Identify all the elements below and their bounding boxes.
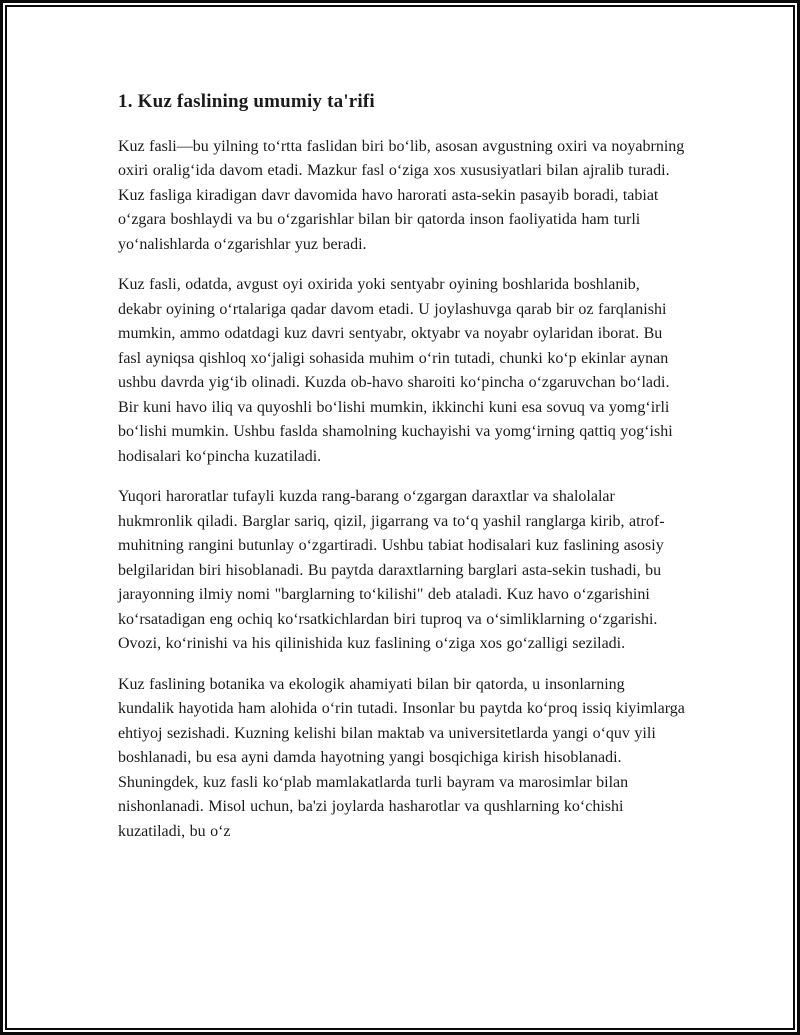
section-heading: 1. Kuz faslining umumiy ta'rifi bbox=[118, 91, 375, 112]
paragraph-3: Yuqori haroratlar tufayli kuzda rang-barang o‘zgargan daraxtlar va shalolalar hukmronlik qiladi. Barglar sariq, qizil, jigarrang va to‘q yashil ranglarga kirib, atrof-muhitning rangini butunlay o‘zgartiradi. Ushbu tabiat hodisalari kuz faslining asosiy belgilaridan biri hisoblanadi. Bu paytda daraxtlarning barglari asta-sekin tushadi, bu jarayonning ilmiy nomi "barglarning to‘kilishi" deb ataladi. Kuz havo o‘zgarishini ko‘rsatadigan eng ochiq ko‘rsatkichlardan biri tuproq va o‘simliklarning o‘zgarishi. Ovozi, ko‘rinishi va his qilinishida kuz faslining o‘ziga xos go‘zalligi seziladi. bbox=[118, 488, 665, 653]
paragraph-1: Kuz fasli—bu yilning to‘rtta faslidan biri bo‘lib, asosan avgustning oxiri va noyabrning oxiri oralig‘ida davom etadi. Mazkur fasl o‘ziga xos xususiyatlari bilan ajralib turadi. Kuz fasliga kiradigan davr davomida havo harorati asta-sekin pasayib boradi, tabiat o‘zgara boshlaydi va bu o‘zgarishlar bilan bir qatorda inson faoliyatida ham turli yo‘nalishlarda o‘zgarishlar yuz beradi. bbox=[118, 137, 685, 253]
paragraph-2: Kuz fasli, odatda, avgust oyi oxirida yoki sentyabr oyining boshlarida boshlanib, dekabr oyining o‘rtalariga qadar davom etadi. U joylashuvga qarab bir oz farqlanishi mumkin, ammo odatdagi kuz davri sentyabr, oktyabr va noyabr oylaridan iborat. Bu fasl ayniqsa qishloq xo‘jaligi sohasida muhim o‘rin tutadi, chunki ko‘p ekinlar aynan ushbu davrda yig‘ib olinadi. Kuzda ob-havo sharoiti ko‘pincha o‘zgaruvchan bo‘ladi. Bir kuni havo iliq va quyoshli bo‘lishi mumkin, ikkinchi kuni esa sovuq va yomg‘irli bo‘lishi mumkin. Ushbu faslda shamolning kuchayishi va yomg‘irning qattiq yog‘ishi hodisalari ko‘pincha kuzatiladi. bbox=[118, 276, 673, 465]
paragraph-4: Kuz faslining botanika va ekologik ahamiyati bilan bir qatorda, u insonlarning kundalik hayotida ham alohida o‘rin tutadi. Insonlar bu paytda ko‘proq issiq kiyimlarga ehtiyoj sezishadi. Kuzning kelishi bilan maktab va universitetlarda yangi o‘quv yili boshlanadi, bu esa ayni damda hayotning yangi bosqichiga kirish hisoblanadi. Shuningdek, kuz fasli ko‘plab mamlakatlarda turli bayram va marosimlar bilan nishonlanadi. Misol uchun, ba'zi joylarda hasharotlar va qushlarning ko‘chishi kuzatiladi, bu o‘z bbox=[118, 675, 685, 840]
page-inner-border bbox=[5, 5, 795, 1030]
document-page bbox=[7, 7, 793, 844]
